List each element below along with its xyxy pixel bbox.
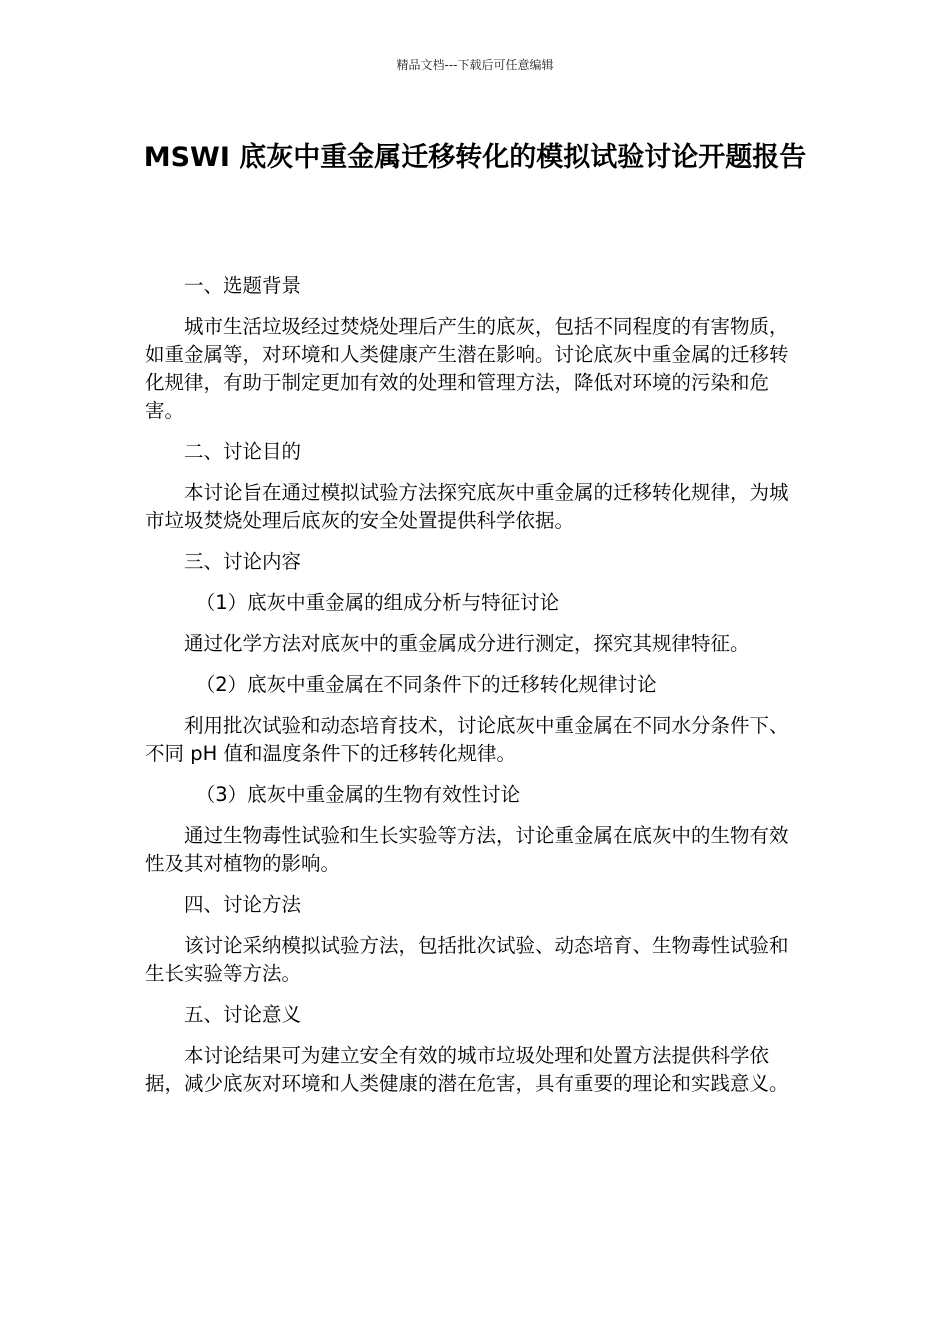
section-3-item-3-body: 通过生物毒性试验和生长实验等方法，讨论重金属在底灰中的生物有效性及其对植物的影响。 (145, 824, 789, 875)
section-4-body: 该讨论采纳模拟试验方法，包括批次试验、动态培育、生物毒性试验和生长实验等方法。 (145, 934, 789, 985)
section-1-body: 城市生活垃圾经过焚烧处理后产生的底灰，包括不同程度的有害物质，如重金属等，对环境和人类健康产生潜在影响。讨论底灰中重金属的迁移转化规律，有助于制定更加有效的处理和管理方法，降低对环境的污染和危害。 (145, 315, 789, 422)
document-body (145, 272, 795, 1111)
section-2-body: 本讨论旨在通过模拟试验方法探究底灰中重金属的迁移转化规律，为城市垃圾焚烧处理后底灰的安全处置提供科学依据。 (145, 481, 789, 532)
section-3-item-2-title: （2）底灰中重金属在不同条件下的迁移转化规律讨论 (195, 673, 657, 696)
section-3-item-1-title: （1）底灰中重金属的组成分析与特征讨论 (195, 591, 560, 614)
section-3-item-3-title: （3）底灰中重金属的生物有效性讨论 (195, 783, 521, 806)
section-3-item-2-body: 利用批次试验和动态培育技术，讨论底灰中重金属在不同水分条件下、不同 pH 值和温度条件下的迁移转化规律。 (145, 714, 789, 765)
section-4-heading: 四、讨论方法 (184, 893, 302, 916)
section-3-heading: 三、讨论内容 (184, 550, 302, 573)
section-5-heading: 五、讨论意义 (184, 1003, 302, 1026)
section-2-heading: 二、讨论目的 (184, 440, 302, 463)
section-3-item-1-body: 通过化学方法对底灰中的重金属成分进行测定，探究其规律特征。 (184, 632, 750, 655)
section-5-body: 本讨论结果可为建立安全有效的城市垃圾处理和处置方法提供科学依据，减少底灰对环境和人类健康的潜在危害，具有重要的理论和实践意义。 (145, 1044, 789, 1095)
section-1-heading: 一、选题背景 (184, 274, 302, 297)
document-title: MSWI 底灰中重金属迁移转化的模拟试验讨论开题报告 (143, 142, 807, 173)
header-note: 精品文档---下载后可任意编辑 (396, 58, 554, 72)
